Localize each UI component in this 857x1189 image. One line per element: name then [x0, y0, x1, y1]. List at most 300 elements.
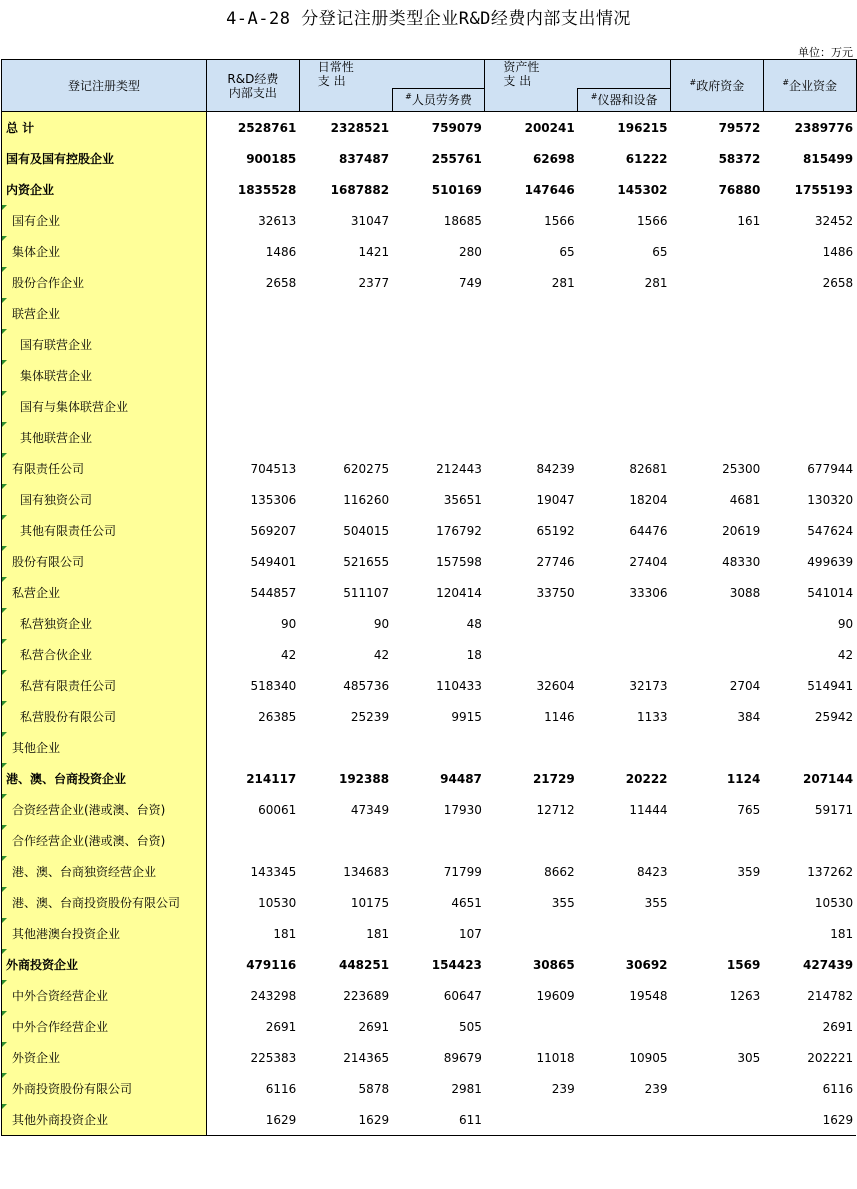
cell-value: 280 — [459, 244, 482, 259]
cell-value: 10530 — [814, 895, 854, 910]
cell-value: 5878 — [358, 1081, 390, 1096]
cell-value — [207, 732, 300, 763]
table-row — [2, 112, 857, 144]
comment-marker-icon — [2, 484, 7, 489]
cell-value: 84239 — [536, 461, 575, 476]
row-label — [2, 794, 207, 825]
comment-marker-icon — [2, 329, 7, 334]
cell-value — [485, 825, 578, 856]
row-label-text: 外资企业 — [12, 1051, 61, 1065]
cell-value — [392, 422, 485, 453]
cell-value — [671, 825, 764, 856]
cell-value: 116260 — [343, 492, 390, 507]
row-label-text: 其他联营企业 — [20, 431, 93, 445]
header-asset-blank — [485, 89, 578, 112]
row-label-text: 内资企业 — [6, 183, 55, 197]
row-label — [2, 422, 207, 453]
cell-value: 134683 — [343, 864, 390, 879]
cell-value: 19047 — [536, 492, 575, 507]
cell-value: 2691 — [822, 1019, 854, 1034]
table-row — [2, 701, 857, 732]
table-row — [2, 174, 857, 205]
cell-value: 1566 — [544, 213, 575, 228]
cell-value — [207, 391, 300, 422]
cell-value — [299, 329, 392, 360]
table-row — [2, 825, 857, 856]
cell-value: 90 — [373, 616, 390, 631]
cell-value: 76880 — [718, 182, 761, 197]
cell-value: 48330 — [722, 554, 761, 569]
cell-value: 2528761 — [207, 112, 300, 144]
table-row — [2, 1011, 857, 1042]
cell-value: 19609 — [536, 988, 575, 1003]
cell-value — [671, 360, 764, 391]
row-label — [2, 949, 207, 980]
row-label — [2, 763, 207, 794]
cell-value — [299, 732, 392, 763]
header-ent-label: 企业资金 — [789, 78, 838, 93]
row-label-text: 总 计 — [6, 121, 35, 135]
cell-value: 27404 — [629, 554, 668, 569]
cell-value: 837487 — [338, 151, 390, 166]
row-label-text: 港、澳、台商投资股份有限公司 — [12, 896, 181, 910]
cell-value — [299, 391, 392, 422]
cell-value: 8423 — [636, 864, 668, 879]
header-government-funds — [671, 60, 764, 112]
row-label-text: 外商投资股份有限公司 — [12, 1082, 133, 1096]
comment-marker-icon — [2, 546, 7, 551]
cell-value: 704513 — [250, 461, 297, 476]
equip-mark: # — [590, 92, 598, 101]
comment-marker-icon — [2, 422, 7, 427]
cell-value: 26385 — [258, 709, 297, 724]
comment-marker-icon — [2, 918, 7, 923]
cell-value — [578, 918, 671, 949]
cell-value — [671, 918, 764, 949]
cell-value — [763, 825, 856, 856]
row-label-text: 其他企业 — [12, 741, 61, 755]
ent-mark: # — [782, 77, 790, 87]
row-label-text: 其他外商投资企业 — [12, 1113, 109, 1127]
header-daily-line2: 支 出 — [317, 74, 346, 88]
comment-marker-icon — [2, 608, 7, 613]
header-labor-cost — [392, 89, 485, 112]
cell-value: 135306 — [250, 492, 297, 507]
row-label — [2, 236, 207, 267]
cell-value: 61222 — [625, 151, 668, 166]
table-row — [2, 484, 857, 515]
comment-marker-icon — [2, 856, 7, 861]
row-label-text: 股份合作企业 — [12, 276, 85, 290]
row-label — [2, 608, 207, 639]
cell-value: 65192 — [536, 523, 575, 538]
cell-value: 10905 — [629, 1050, 668, 1065]
cell-value: 110433 — [436, 678, 482, 693]
table-row — [2, 236, 857, 267]
cell-value: 448251 — [338, 957, 390, 972]
cell-value: 677944 — [807, 461, 854, 476]
cell-value: 544857 — [250, 585, 297, 600]
table-row — [2, 856, 857, 887]
row-label — [2, 577, 207, 608]
row-label-text: 国有及国有控股企业 — [6, 152, 115, 166]
cell-value: 518340 — [250, 678, 297, 693]
cell-value — [392, 732, 485, 763]
cell-value — [392, 825, 485, 856]
cell-value: 79572 — [671, 112, 764, 144]
cell-value: 90 — [281, 616, 297, 631]
cell-value: 42 — [837, 647, 854, 662]
comment-marker-icon — [2, 639, 7, 644]
cell-value: 20619 — [722, 523, 761, 538]
cell-value: 6116 — [822, 1081, 854, 1096]
cell-value: 541014 — [807, 585, 854, 600]
unit-label: 单位：万元 — [798, 46, 853, 59]
table-row — [2, 515, 857, 546]
row-label — [2, 1011, 207, 1042]
cell-value: 281 — [644, 275, 668, 290]
row-label-text: 国有独资公司 — [20, 493, 93, 507]
cell-value — [671, 732, 764, 763]
cell-value: 1687882 — [330, 182, 390, 197]
row-label-text: 私营股份有限公司 — [20, 710, 117, 724]
cell-value: 60647 — [443, 988, 482, 1003]
row-label — [2, 639, 207, 670]
cell-value: 207144 — [803, 771, 854, 786]
gov-mark: # — [689, 77, 697, 87]
table-row — [2, 360, 857, 391]
row-label — [2, 1104, 207, 1136]
cell-value: 181 — [273, 926, 297, 941]
cell-value: 33750 — [536, 585, 575, 600]
cell-value — [207, 329, 300, 360]
cell-value — [485, 732, 578, 763]
cell-value — [671, 267, 764, 298]
cell-value — [485, 608, 578, 639]
cell-value: 1263 — [729, 988, 761, 1003]
cell-value — [392, 391, 485, 422]
cell-value: 223689 — [343, 988, 390, 1003]
comment-marker-icon — [2, 763, 7, 768]
comment-marker-icon — [2, 1011, 7, 1016]
cell-value: 2704 — [729, 678, 761, 693]
row-label-text: 中外合作经营企业 — [12, 1020, 109, 1034]
cell-value — [392, 329, 485, 360]
row-label — [2, 887, 207, 918]
cell-value — [485, 1011, 578, 1042]
cell-value: 48 — [466, 616, 482, 631]
comment-marker-icon — [2, 1073, 7, 1078]
comment-marker-icon — [2, 453, 7, 458]
cell-value: 281 — [551, 275, 575, 290]
cell-value: 25239 — [350, 709, 390, 724]
table-row — [2, 143, 857, 174]
cell-value — [299, 360, 392, 391]
cell-value: 225383 — [250, 1050, 297, 1065]
cell-value: 214365 — [343, 1050, 390, 1065]
cell-value: 749 — [459, 275, 482, 290]
header-gov-label: 政府资金 — [696, 78, 745, 93]
cell-value: 214117 — [246, 771, 297, 786]
comment-marker-icon — [2, 515, 7, 520]
cell-value — [578, 422, 671, 453]
comment-marker-icon — [2, 980, 7, 985]
row-label-text: 其他有限责任公司 — [20, 524, 117, 538]
header-daily-line1: 日常性 — [317, 60, 354, 74]
cell-value — [578, 825, 671, 856]
row-label — [2, 980, 207, 1011]
cell-value: 17930 — [443, 802, 482, 817]
cell-value: 9915 — [451, 709, 482, 724]
row-label-text: 集体企业 — [12, 245, 61, 259]
cell-value — [578, 1104, 671, 1136]
cell-value: 10175 — [350, 895, 390, 910]
cell-value: 2658 — [265, 275, 297, 290]
cell-value: 1755193 — [794, 182, 854, 197]
row-label — [2, 825, 207, 856]
cell-value — [671, 639, 764, 670]
cell-value: 120414 — [436, 585, 482, 600]
cell-value — [485, 329, 578, 360]
cell-value — [671, 298, 764, 329]
cell-value — [671, 329, 764, 360]
table-row — [2, 949, 857, 980]
cell-value: 239 — [644, 1081, 668, 1096]
cell-value: 759079 — [392, 112, 485, 144]
row-label — [2, 484, 207, 515]
cell-value: 1421 — [358, 244, 390, 259]
cell-value: 18 — [466, 647, 482, 662]
cell-value: 499639 — [807, 554, 854, 569]
table-row — [2, 608, 857, 639]
cell-value: 11444 — [629, 802, 668, 817]
cell-value: 65 — [652, 244, 668, 259]
cell-value: 2658 — [822, 275, 854, 290]
cell-value: 427439 — [803, 957, 854, 972]
cell-value — [578, 608, 671, 639]
cell-value: 137262 — [807, 864, 854, 879]
row-label — [2, 360, 207, 391]
cell-value: 20222 — [625, 771, 668, 786]
cell-value: 485736 — [343, 678, 390, 693]
cell-value — [578, 732, 671, 763]
cell-value: 64476 — [629, 523, 668, 538]
row-label — [2, 267, 207, 298]
cell-value: 547624 — [807, 523, 854, 538]
cell-value: 71799 — [443, 864, 482, 879]
table-row — [2, 422, 857, 453]
cell-value — [671, 391, 764, 422]
cell-value: 32452 — [814, 213, 854, 228]
cell-value — [578, 1011, 671, 1042]
header-enterprise-funds — [763, 60, 856, 112]
cell-value: 21729 — [532, 771, 575, 786]
row-label-text: 中外合资经营企业 — [12, 989, 109, 1003]
row-label-text: 私营企业 — [12, 586, 61, 600]
cell-value — [763, 360, 856, 391]
comment-marker-icon — [2, 267, 7, 272]
row-label-text: 私营有限责任公司 — [20, 679, 117, 693]
row-label — [2, 391, 207, 422]
table-row — [2, 391, 857, 422]
comment-marker-icon — [2, 360, 7, 365]
cell-value: 200241 — [485, 112, 578, 144]
cell-value: 181 — [830, 926, 854, 941]
cell-value: 107 — [459, 926, 482, 941]
cell-value: 511107 — [343, 585, 390, 600]
comment-marker-icon — [2, 794, 7, 799]
cell-value: 2691 — [358, 1019, 390, 1034]
cell-value: 192388 — [338, 771, 390, 786]
cell-value — [392, 360, 485, 391]
cell-value: 505 — [459, 1019, 482, 1034]
cell-value — [671, 1104, 764, 1136]
header-asset-expenditure — [485, 60, 671, 89]
cell-value: 243298 — [250, 988, 297, 1003]
cell-value: 82681 — [629, 461, 668, 476]
cell-value: 620275 — [343, 461, 390, 476]
cell-value: 42 — [373, 647, 390, 662]
cell-value — [485, 422, 578, 453]
cell-value — [671, 236, 764, 267]
row-label — [2, 205, 207, 236]
cell-value — [578, 639, 671, 670]
table-title: 4-A-28 分登记注册类型企业R&D经费内部支出情况 — [226, 9, 631, 29]
cell-value — [485, 360, 578, 391]
cell-value — [763, 732, 856, 763]
table-row — [2, 453, 857, 484]
labor-mark: # — [405, 92, 412, 101]
cell-value: 212443 — [436, 461, 482, 476]
cell-value: 2981 — [451, 1081, 482, 1096]
row-label — [2, 515, 207, 546]
cell-value: 1629 — [299, 1104, 392, 1136]
cell-value: 42 — [281, 647, 297, 662]
table-body — [2, 112, 857, 1136]
cell-value: 815499 — [803, 151, 854, 166]
header-rd-line2: 内部支出 — [228, 85, 277, 100]
header-asset-line2: 支 出 — [503, 74, 532, 88]
cell-value: 25942 — [814, 709, 854, 724]
row-label-text: 其他港澳台投资企业 — [12, 927, 121, 941]
header-rd-line1: R&D经费 — [227, 71, 279, 86]
cell-value: 58372 — [718, 151, 761, 166]
row-label-text: 合资经营企业(港或澳、台资) — [12, 803, 166, 817]
cell-value: 549401 — [250, 554, 297, 569]
cell-value: 32613 — [258, 213, 297, 228]
cell-value: 514941 — [807, 678, 854, 693]
table-row — [2, 1042, 857, 1073]
comment-marker-icon — [2, 701, 7, 706]
table-row — [2, 298, 857, 329]
cell-value — [485, 298, 578, 329]
cell-value — [207, 825, 300, 856]
cell-value: 504015 — [343, 523, 390, 538]
cell-value: 1486 — [265, 244, 297, 259]
row-label-text: 外商投资企业 — [6, 958, 79, 972]
header-asset-line1: 资产性 — [503, 60, 540, 74]
row-label — [2, 670, 207, 701]
table-row — [2, 732, 857, 763]
row-label — [2, 546, 207, 577]
row-label — [2, 732, 207, 763]
table-row — [2, 267, 857, 298]
cell-value: 255761 — [431, 151, 482, 166]
cell-value: 521655 — [343, 554, 390, 569]
cell-value: 1146 — [544, 709, 575, 724]
table-row — [2, 639, 857, 670]
cell-value: 12712 — [536, 802, 575, 817]
cell-value: 6116 — [265, 1081, 297, 1096]
cell-value: 3088 — [729, 585, 761, 600]
cell-value — [763, 391, 856, 422]
cell-value: 1124 — [726, 771, 761, 786]
cell-value: 11018 — [536, 1050, 575, 1065]
cell-value: 1835528 — [237, 182, 297, 197]
cell-value: 30692 — [625, 957, 668, 972]
cell-value: 1629 — [207, 1104, 300, 1136]
table-row — [2, 1104, 857, 1136]
table-row — [2, 577, 857, 608]
cell-value: 1133 — [636, 709, 668, 724]
comment-marker-icon — [2, 205, 7, 210]
cell-value: 62698 — [532, 151, 575, 166]
comment-marker-icon — [2, 949, 7, 954]
cell-value: 143345 — [250, 864, 297, 879]
cell-value: 196215 — [578, 112, 671, 144]
comment-marker-icon — [2, 887, 7, 892]
cell-value: 8662 — [544, 864, 575, 879]
cell-value — [207, 298, 300, 329]
row-label-text: 联营企业 — [12, 307, 61, 321]
cell-value: 384 — [737, 709, 761, 724]
cell-value — [299, 422, 392, 453]
cell-value — [763, 422, 856, 453]
cell-value — [207, 360, 300, 391]
cell-value — [671, 422, 764, 453]
cell-value — [671, 608, 764, 639]
row-label — [2, 453, 207, 484]
row-label — [2, 298, 207, 329]
row-label — [2, 112, 207, 144]
cell-value: 94487 — [440, 771, 482, 786]
cell-value: 145302 — [617, 182, 668, 197]
cell-value: 305 — [737, 1050, 761, 1065]
header-daily-expenditure — [299, 60, 485, 89]
cell-value: 32173 — [629, 678, 668, 693]
row-label-text: 私营独资企业 — [20, 617, 93, 631]
table-row — [2, 546, 857, 577]
row-label — [2, 856, 207, 887]
row-label-text: 私营合伙企业 — [20, 648, 93, 662]
cell-value: 214782 — [807, 988, 854, 1003]
row-label — [2, 701, 207, 732]
table-row — [2, 887, 857, 918]
row-label — [2, 918, 207, 949]
cell-value: 2377 — [358, 275, 390, 290]
cell-value — [578, 360, 671, 391]
row-label-text: 港、澳、台商独资经营企业 — [12, 865, 157, 879]
cell-value: 19548 — [629, 988, 668, 1003]
cell-value: 18204 — [629, 492, 668, 507]
cell-value: 161 — [737, 213, 761, 228]
comment-marker-icon — [2, 732, 7, 737]
row-label-text: 股份有限公司 — [12, 555, 85, 569]
cell-value — [299, 298, 392, 329]
row-label-text: 国有联营企业 — [20, 338, 93, 352]
cell-value: 2389776 — [763, 112, 856, 144]
cell-value — [299, 825, 392, 856]
